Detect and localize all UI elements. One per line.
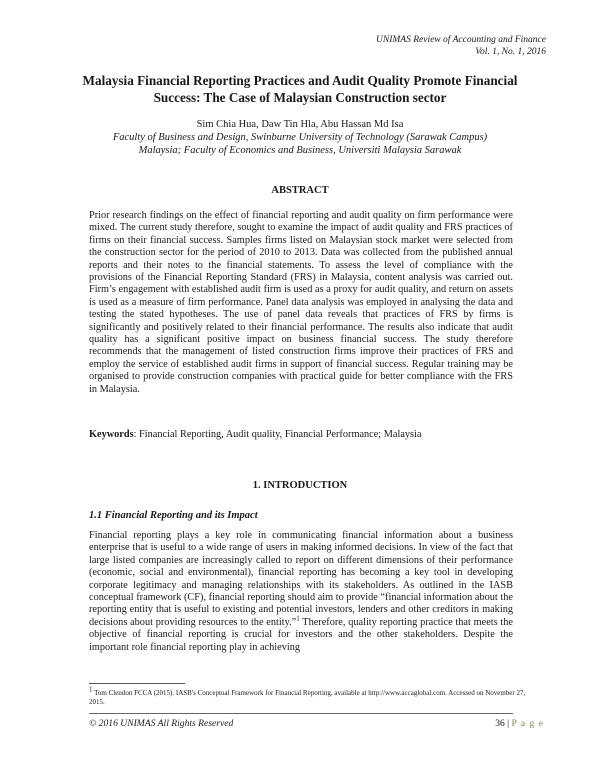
page-footer — [89, 718, 544, 729]
page-label: P a g e — [511, 718, 544, 729]
keywords — [89, 429, 513, 440]
affiliation-line-2: Malaysia; Faculty of Economics and Business, Universiti Malaysia Sarawak — [138, 145, 462, 156]
journal-header — [376, 34, 546, 58]
introduction-text — [89, 530, 513, 654]
abstract-text: Prior research findings on the effect of financial reporting and audit quality on firm performance were mixed. The current study therefore, sought to examine the impact of audit quality and FRS practices of firms on their financial success. Samples firms listed on Malaysian stock market were selected from the construction sector for the period of 2010 to 2013. Data was collected from the published annual reports and their notes to the financial statements. To assess the level of compliance with the provisions of the Financial Reporting Standard (FRS) in Malaysia, content analysis was carried out. Firm’s engagement with established audit firm is used as a proxy for audit quality, and return on assets is used as a measure of firm performance. Panel data analysis was employed in analysing the data and testing the stated hypotheses. The use of panel data reveals that practices of FRS by firms is significantly and positively related to their financial performance. The results also indicate that audit quality has a significant positive impact on business financial success. The study therefore recommends that the management of listed construction firms improve their practices of FRS and employ the service of established audit firms in support of financial success. Regular training may be organised to provide construction companies with practical guide for better compliance with the FRS in Malaysia. — [89, 210, 513, 395]
keywords-text: : Financial Reporting, Audit quality, Financial Performance; Malaysia — [133, 429, 422, 440]
footnote-number: 1 — [89, 685, 93, 694]
authors: Sim Chia Hua, Daw Tin Hla, Abu Hassan Md Isa — [196, 119, 404, 130]
footnote-divider — [89, 683, 185, 684]
paper-title: Malaysia Financial Reporting Practices and Audit Quality Promote Financial Success: The Case of Malaysian Construction sector — [82, 73, 518, 105]
section-heading: 1. INTRODUCTION — [252, 480, 348, 491]
subsection-heading: 1.1 Financial Reporting and its Impact — [89, 510, 258, 521]
journal-name: UNIMAS Review of Accounting and Finance — [376, 35, 546, 45]
keywords-label: Keywords — [89, 429, 134, 440]
page-number-block — [495, 718, 544, 729]
footnote-text: Tom Clendon FCCA (2015). IASB's Conceptual Framework for Financial Reporting, available at http://www.accaglobal.com. Accessed on November 27, 2015. — [89, 689, 526, 706]
intro-body-part-1: Financial reporting plays a key role in communicating financial information about a business enterprise that is useful to a wide range of users in making informed decisions. In view of the fact that large listed companies are increasingly called to report on different dimensions of their performance (economic, social and environmental), financial reporting has becoming a key tool in developing corporate legitimacy and managing relationships with its stakeholders. As outlined in the IASB conceptual framework (CF), financial reporting should aim to provide “financial information about the reporting entity that is useful to existing and potential investors, lenders and other creditors in making decisions about providing resources to the entity.” — [89, 530, 513, 628]
page-separator: | — [504, 718, 512, 729]
affiliation — [60, 131, 540, 157]
page-number: 36 — [495, 718, 505, 729]
footnote-reference[interactable]: 1 — [296, 614, 300, 623]
copyright: © 2016 UNIMAS All Rights Reserved — [89, 718, 234, 729]
intro-body-part-2: Therefore, quality reporting practice that meets the objective of financial reporting is crucial for investors and the other stakeholders. Despite the important role financial reporting play in achieving — [89, 616, 513, 653]
journal-volume: Vol. 1, No. 1, 2016 — [475, 47, 546, 57]
abstract-heading: ABSTRACT — [271, 185, 329, 196]
affiliation-line-1: Faculty of Business and Design, Swinburne University of Technology (Sarawak Campus) — [112, 132, 488, 143]
footer-divider — [89, 713, 513, 714]
footnote — [89, 685, 529, 707]
